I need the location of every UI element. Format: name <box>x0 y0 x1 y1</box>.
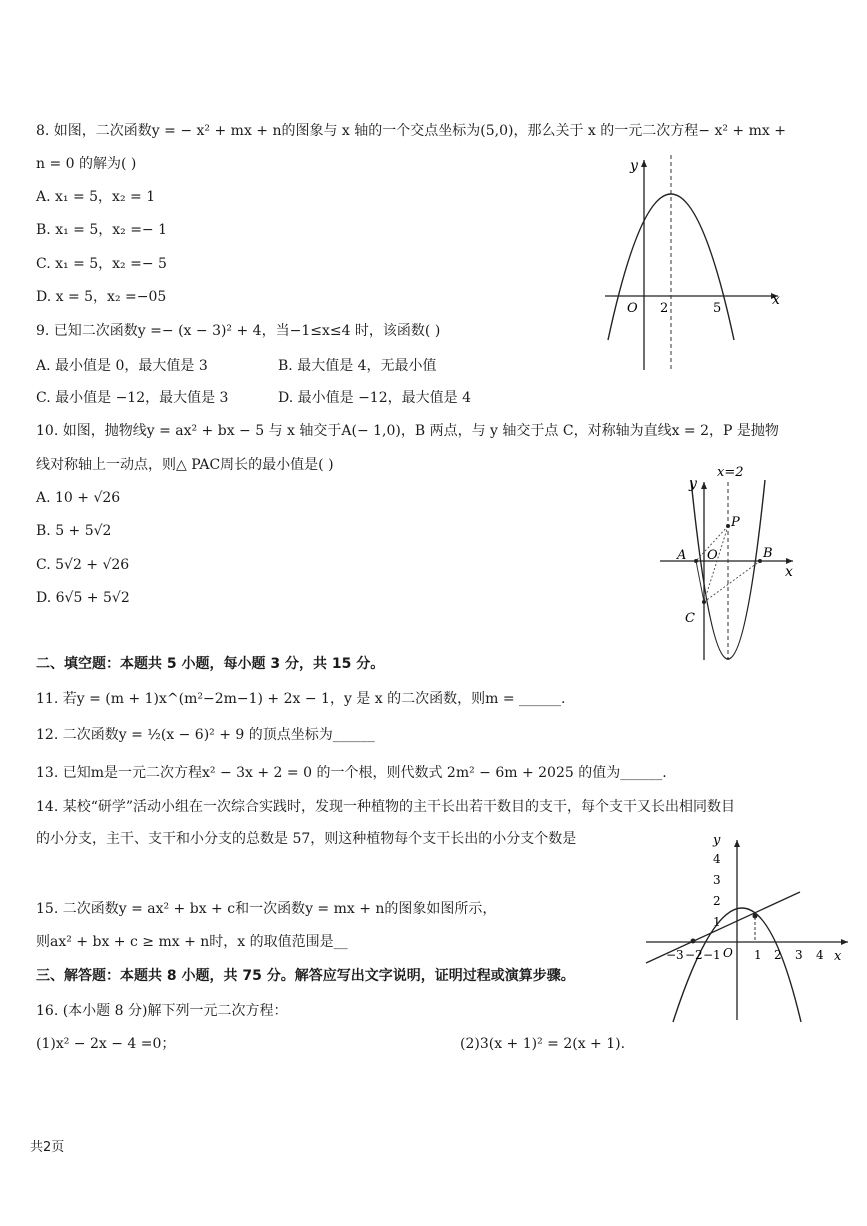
fig10-axis-of-symmetry-label: x=2 <box>717 465 744 480</box>
q10-option-a: A. 10 + √26 <box>36 490 121 506</box>
q10-option-d: D. 6√5 + 5√2 <box>36 590 130 606</box>
q15-stem-line2: 则ax² + bx + c ≥ mx + n时，x 的取值范围是__ <box>36 934 348 950</box>
q9-option-c: C. 最小值是 −12，最大值是 3 <box>36 390 229 406</box>
fig15-xtick-3: 3 <box>795 948 803 962</box>
figure-q8-parabola <box>600 150 790 375</box>
section-3-heading: 三、解答题：本题共 8 小题，共 75 分。解答应写出文字说明，证明过程或演算步骤。 <box>36 968 575 984</box>
fig8-origin-label: O <box>627 301 638 316</box>
section-2-heading: 二、填空题：本题共 5 小题，每小题 3 分，共 15 分。 <box>36 656 385 672</box>
fig15-ytick-2: 2 <box>713 894 721 908</box>
q9-option-b: B. 最大值是 4，无最小值 <box>278 358 437 374</box>
q10-option-c: C. 5√2 + √26 <box>36 557 130 573</box>
fig10-origin-label: O <box>707 548 718 563</box>
q8-stem-line1: 8. 如图，二次函数y = − x² + mx + n的图象与 x 轴的一个交点坐标为(5,0)，那么关于 x 的一元二次方程− x² + mx + <box>36 123 786 139</box>
q10-stem-line2: 线对称轴上一动点，则△ PAC周长的最小值是( ) <box>36 457 334 473</box>
fig15-origin-label: O <box>723 946 733 960</box>
fig15-xtick-neg3: −3 <box>666 948 684 962</box>
q15-stem-line1: 15. 二次函数y = ax² + bx + c和一次函数y = mx + n的图象如图所示， <box>36 901 497 917</box>
fig10-x-label: x <box>785 564 793 580</box>
fig10-y-label: y <box>689 476 697 492</box>
q11-stem: 11. 若y = (m + 1)x^(m²−2m−1) + 2x − 1，y 是 x 的二次函数，则m = ______. <box>36 691 566 707</box>
fig8-y-label: y <box>630 158 638 174</box>
q16-part-1: (1)x² − 2x − 4 =0； <box>36 1036 176 1052</box>
q9-option-d: D. 最小值是 −12，最大值是 4 <box>278 390 471 406</box>
fig8-tick-5: 5 <box>713 301 722 316</box>
fig10-point-b: B <box>763 546 773 561</box>
q9-option-a: A. 最小值是 0，最大值是 3 <box>36 358 208 374</box>
q8-option-b: B. x₁ = 5，x₂ =− 1 <box>36 222 168 238</box>
fig15-xtick-neg2: −2 <box>685 948 703 962</box>
q16-stem: 16. (本小题 8 分)解下列一元二次方程： <box>36 1003 288 1019</box>
fig15-ytick-4: 4 <box>713 852 721 866</box>
figure-q10-parabola <box>655 460 805 665</box>
q14-stem-line2: 的小分支，主干、支干和小分支的总数是 57，则这种植物每个支干长出的小分支个数是 <box>36 831 577 847</box>
fig10-point-c: C <box>685 611 695 626</box>
fig15-xtick-1: 1 <box>754 948 762 962</box>
page-footer: 共2页 <box>30 1140 65 1155</box>
q8-option-c: C. x₁ = 5，x₂ =− 5 <box>36 256 167 272</box>
q16-part-2: (2)3(x + 1)² = 2(x + 1). <box>460 1036 626 1052</box>
figure-q15-parabola-and-line <box>640 832 860 1024</box>
fig15-ytick-1: 1 <box>713 915 721 929</box>
fig15-xtick-neg1: −1 <box>703 948 721 962</box>
q8-stem-line2: n = 0 的解为( ) <box>36 156 137 172</box>
fig10-point-a: A <box>677 548 687 563</box>
fig15-y-label: y <box>713 833 721 848</box>
q10-stem-line1: 10. 如图，抛物线y = ax² + bx − 5 与 x 轴交于A(− 1,0)，B 两点，与 y 轴交于点 C，对称轴为直线x = 2，P 是抛物 <box>36 423 779 439</box>
q13-stem: 13. 已知m是一元二次方程x² − 3x + 2 = 0 的一个根，则代数式 2m² − 6m + 2025 的值为______. <box>36 765 667 781</box>
q8-option-a: A. x₁ = 5，x₂ = 1 <box>36 189 156 205</box>
fig15-xtick-2: 2 <box>774 948 782 962</box>
fig10-point-p: P <box>731 515 740 530</box>
q8-option-d: D. x = 5，x₂ =−05 <box>36 289 167 305</box>
q12-stem: 12. 二次函数y = ½(x − 6)² + 9 的顶点坐标为______ <box>36 727 375 743</box>
q14-stem-line1: 14. 某校“研学”活动小组在一次综合实践时，发现一种植物的主干长出若干数目的支干，每个支干又长出相同数目 <box>36 799 736 815</box>
q9-stem: 9. 已知二次函数y =− (x − 3)² + 4，当−1≤x≤4 时，该函数( ) <box>36 323 441 339</box>
fig15-ytick-3: 3 <box>713 873 721 887</box>
fig15-xtick-4: 4 <box>816 948 824 962</box>
fig8-x-label: x <box>772 292 780 308</box>
q10-option-b: B. 5 + 5√2 <box>36 523 112 539</box>
fig15-x-label: x <box>834 949 842 964</box>
fig8-tick-2: 2 <box>660 301 669 316</box>
